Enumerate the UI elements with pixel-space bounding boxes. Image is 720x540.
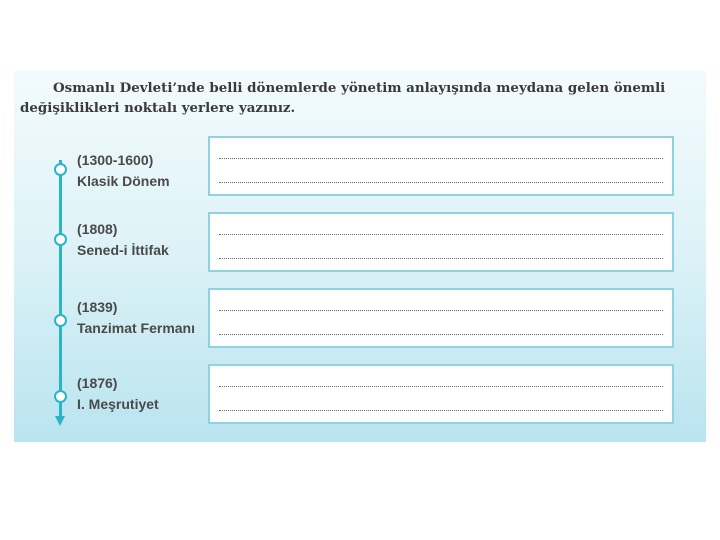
period-classical <box>77 150 207 192</box>
dotted-answer-line[interactable] <box>219 158 663 159</box>
timeline-dot <box>54 314 67 327</box>
dotted-answer-line[interactable] <box>219 182 663 183</box>
answer-box-tanzimat[interactable] <box>208 288 674 348</box>
period-tanzimat <box>77 297 207 339</box>
period-mesrutiyet <box>77 373 207 415</box>
period-name: Tanzimat Fermanı <box>77 320 195 336</box>
answer-box-mesrutiyet[interactable] <box>208 364 674 424</box>
timeline-dot <box>54 233 67 246</box>
timeline-line <box>59 160 62 418</box>
dotted-answer-line[interactable] <box>219 334 663 335</box>
dotted-answer-line[interactable] <box>219 410 663 411</box>
instruction-text: Osmanlı Devleti’nde belli dönemlerde yönetim anlayışında meydana gelen önemli değişiklikleri noktalı yerlere yazınız. <box>20 80 666 116</box>
dotted-answer-line[interactable] <box>219 386 663 387</box>
dotted-answer-line[interactable] <box>219 310 663 311</box>
period-name: Sened-i İttifak <box>77 242 169 258</box>
period-years: (1300-1600) <box>77 152 154 168</box>
answer-box-classical[interactable] <box>208 136 674 196</box>
period-name: Klasik Dönem <box>77 173 170 189</box>
timeline-dot <box>54 390 67 403</box>
period-name: I. Meşrutiyet <box>77 396 159 412</box>
period-sened-i-ittifak <box>77 219 207 261</box>
dotted-answer-line[interactable] <box>219 258 663 259</box>
period-years: (1876) <box>77 375 118 391</box>
dotted-answer-line[interactable] <box>219 234 663 235</box>
period-years: (1808) <box>77 221 118 237</box>
answer-box-sened-i-ittifak[interactable] <box>208 212 674 272</box>
period-years: (1839) <box>77 299 118 315</box>
timeline-arrow-icon <box>55 416 65 426</box>
timeline-dot <box>54 163 67 176</box>
